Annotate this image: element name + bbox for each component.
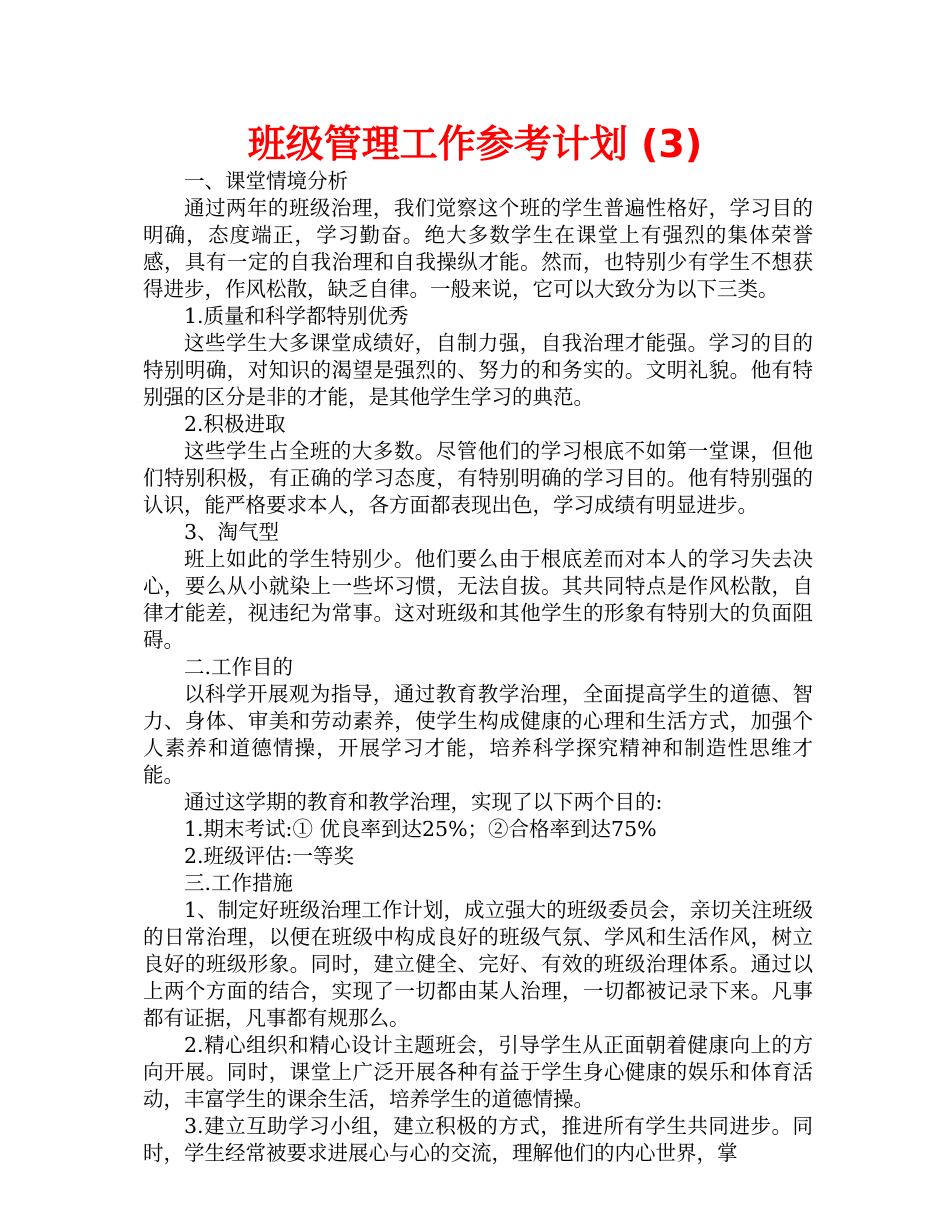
section-heading-classroom-analysis: 一、课堂情境分析 [184,169,348,193]
section-heading-work-measures: 三.工作措施 [184,871,294,895]
measure-3-study-groups: 3.建立互助学习小组，建立积极的方式，推进所有学生共同进步。同时，学生经常被要求进展心与心的交流，理解他们的内心世界，掌 [143,1114,813,1165]
measure-2-theme-meetings: 2.精心组织和精心设计主题班会，引导学生从正面朝着健康向上的方向开展。同时，课堂上广泛开展各种有益于学生身心健康的娱乐和体育活动，丰富学生的课余生活，培养学生的道德情操。 [143,1033,813,1111]
section-heading-work-goals: 二.工作目的 [184,655,294,679]
paragraph-work-goals: 以科学开展观为指导，通过教育教学治理，全面提高学生的道德、智力、身体、审美和劳动素养，使学生构成健康的心理和生活方式，加强个人素养和道德情操，开展学习才能，培养科学探究精神和制造性思维才能。 [143,682,813,787]
document-body [143,168,813,1167]
goal-class-evaluation: 2.班级评估:一等奖 [184,844,354,868]
paragraph-proactive-students: 这些学生占全班的大多数。尽管他们的学习根底不如第一堂课，但他们特别积极，有正确的学习态度，有特别明确的学习目的。他有特别强的认识，能严格要求本人，各方面都表现出色，学习成绩有明显进步。 [143,439,813,517]
goal-final-exam: 1.期末考试:① 优良率到达25%；②合格率到达75% [184,817,657,841]
paragraph-class-overview: 通过两年的班级治理，我们觉察这个班的学生普遍性格好，学习目的明确，态度端正，学习勤奋。绝大多数学生在课堂上有强烈的集体荣誉感，具有一定的自我治理和自我操纵才能。然而，也特别少有学生不想获得进步，作风松散，缺乏自律。一般来说，它可以大致分为以下三类。 [143,196,813,301]
paragraph-goals-intro: 通过这学期的教育和教学治理，实现了以下两个目的: [184,790,663,814]
paragraph-naughty-students: 班上如此的学生特别少。他们要么由于根底差而对本人的学习失去决心，要么从小就染上一些坏习惯，无法自拔。其共同特点是作风松散，自律才能差，视违纪为常事。这对班级和其他学生的形象有特别大的负面阻碍。 [143,547,813,652]
document-title: 班级管理工作参考计划 (3) [247,122,703,166]
subheading-proactive-students: 2.积极进取 [184,412,286,436]
subheading-excellent-students: 1.质量和科学都特别优秀 [184,304,409,328]
subheading-naughty-students: 3、淘气型 [184,520,280,544]
measure-1-management-plan: 1、制定好班级治理工作计划，成立强大的班级委员会，亲切关注班级的日常治理，以便在班级中构成良好的班级气氛、学风和生活作风，树立良好的班级形象。同时，建立健全、完好、有效的班级治理体系。通过以上两个方面的结合，实现了一切都由某人治理，一切都被记录下来。凡事都有证据，凡事都有规那么。 [143,898,813,1030]
paragraph-excellent-students: 这些学生大多课堂成绩好，自制力强，自我治理才能强。学习的目的特别明确，对知识的渴望是强烈的、努力的和务实的。文明礼貌。他有特别强的区分是非的才能，是其他学生学习的典范。 [143,331,813,409]
